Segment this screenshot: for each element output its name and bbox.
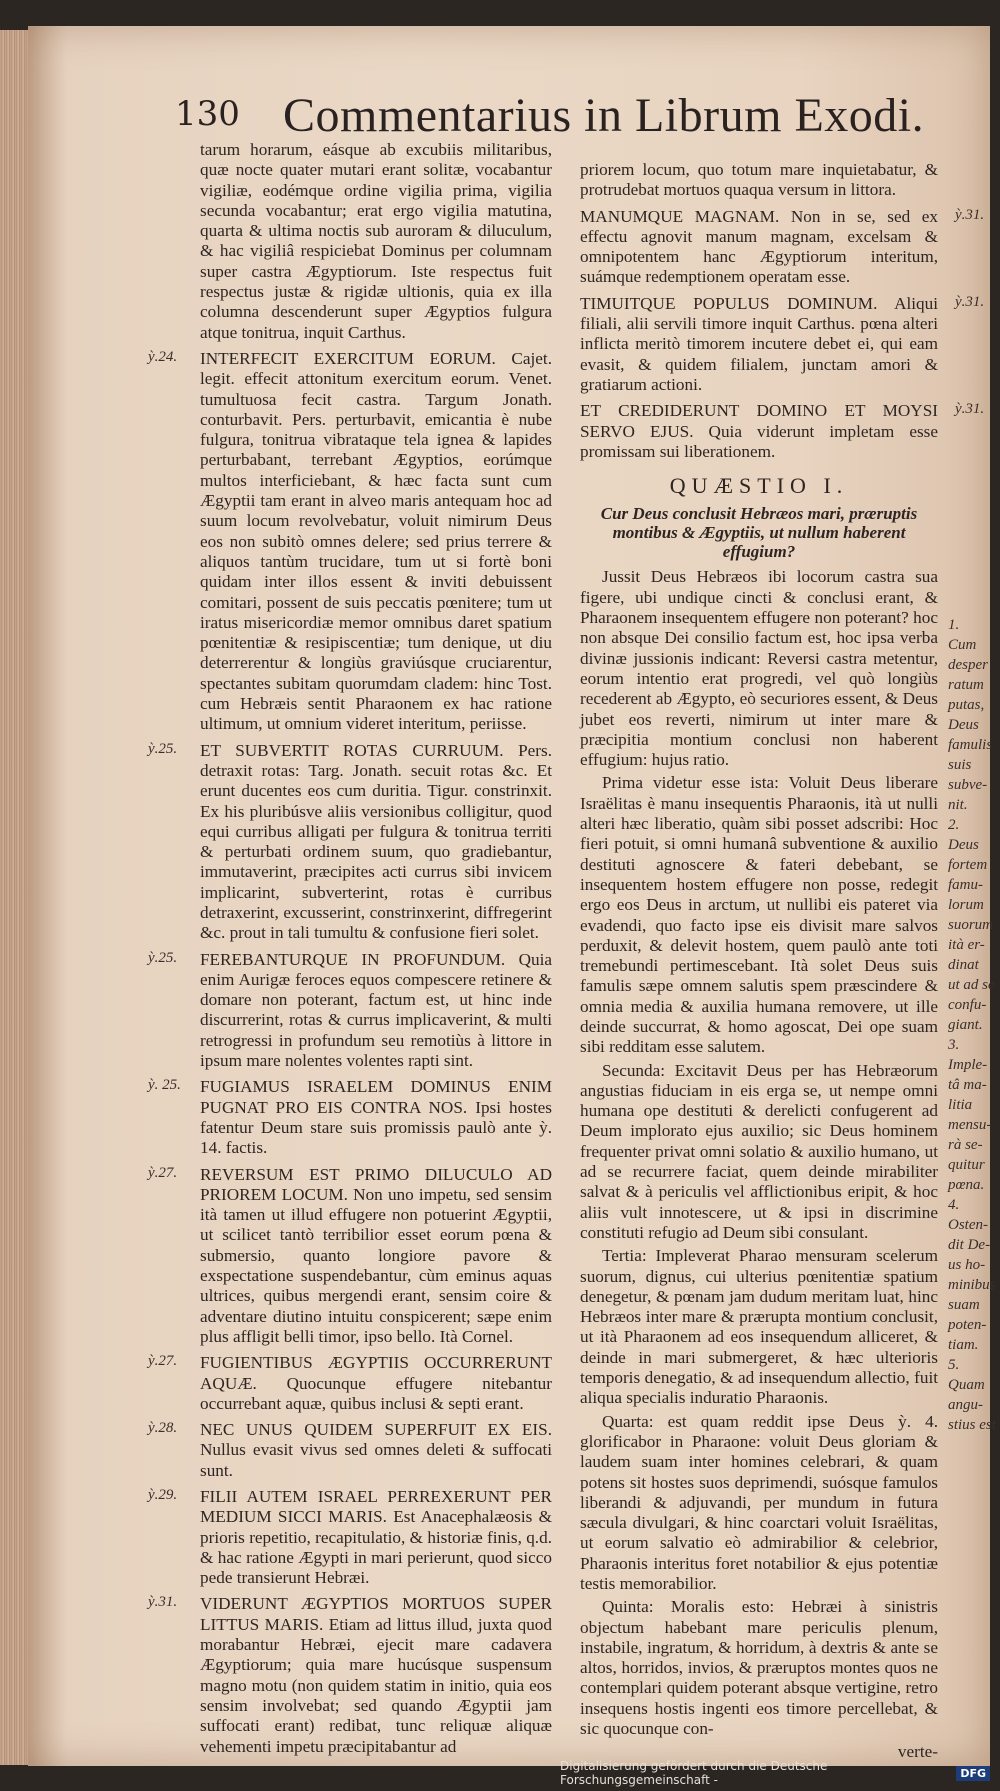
dfg-logo: DFG	[956, 1766, 990, 1781]
margin-note: Quam	[948, 1377, 985, 1393]
text-entry: ET CREDIDERUNT DOMINO ET MOYSI SERVO EJUS. Quia viderunt impletam esse promissam sui liberationem.	[580, 401, 938, 461]
text-entry: FUGIENTIBUS ÆGYPTIIS OCCURRERUNT AQUÆ. Quocunque effugere nitebantur occurrebant aquæ, quibus inclusi & septi erant.	[200, 1353, 552, 1413]
page-number: 130	[175, 94, 240, 134]
margin-note: suorum	[948, 917, 994, 933]
text-entry: REVERSUM EST PRIMO DILUCULO AD PRIOREM LOCUM. Non uno impetu, sed sensim ità tamen ut illud effugere non potuerint Ægyptii, ut scilicet tantò terribilior esset eorum pœna & submersio, quanto longiore pavore & exspectatione suspendebantur, cùm eminus aquas ultrices, quibus mergendi erant, sensim coire & adventare diutino intuitu conspicerent; sæpe enim plus affligit belli timor, ipso bello. Ità Cornel.	[200, 1164, 552, 1346]
question-heading: QUÆSTIO I.	[669, 473, 849, 499]
text-entry: NEC UNUS QUIDEM SUPERFUIT EX EIS. Nullus evasit vivus sed omnes deleti & suffocati sunt.	[200, 1420, 552, 1480]
margin-note: Imple-	[948, 1057, 988, 1073]
margin-note: 5.	[948, 1357, 960, 1373]
verse-marker: ỳ.31.	[955, 401, 985, 418]
verse-marker: ỳ.27.	[148, 1353, 178, 1370]
margin-note: putas,	[948, 697, 985, 713]
margin-note: minibus	[948, 1277, 996, 1293]
verse-marker: ỳ.24.	[148, 348, 178, 365]
verse-marker: ỳ. 25.	[148, 1077, 181, 1094]
margin-note: lorum	[948, 897, 984, 913]
footer-text: Digitalisierung gefördert durch die Deutsche Forschungsgemeinschaft -	[560, 1759, 828, 1787]
left-column	[200, 140, 552, 1763]
verse-marker: ỳ.25.	[148, 949, 178, 966]
text-entry: ET SUBVERTIT ROTAS CURRUUM. Pers. detraxit rotas: Targ. Jonath. secuit rotas &c. Et erunt ducentes eos cum duritia. Tigur. constrinxit. Ex his pluribúsve aliis versionibus colligitur, quod equi curribus alligati per fulgura & tonitrua territi & perturbati ordinem suum, quo gradiebantur, immutaverint, præcipites acti currus sibi invicem implicarint, subverterint, rotas è curribus detraxerint, excusserint, constrinxerint, diffregerint &c. prout in tali tumultu & confusione fieri solet.	[200, 740, 552, 943]
margin-note: 1.	[948, 617, 960, 633]
margin-note: confu-	[948, 997, 987, 1013]
text-entry: FILII AUTEM ISRAEL PERREXERUNT PER MEDIUM SICCI MARIS. Est Anacephalæosis & prioris repetitio, recapitulatio, & historiæ finis, q.d. & hac ratione Ægypti in mari perierunt, quod sicco pede transierunt Hebræi.	[200, 1487, 552, 1588]
margin-note: rà se-	[948, 1137, 983, 1153]
page-edges	[0, 30, 30, 1765]
right-column	[580, 160, 938, 1763]
question-paragraph: Tertia: Impleverat Pharao mensuram scelerum suorum, dignus, cui ulterius pœnitentiæ spatium denegetur, & pœnam jam dudum meritam luat, hinc Hebræos inter mare & prærupta montium conclusit, ut ità Pharaonem ad eos insequendum alliceret, & deinde in mari submergeret, & hæc ulterioris temporis denegatio, & ad insequendum allectio, fuit aliqua specialis induratio Pharaonis.	[580, 1246, 938, 1408]
catchword: verte-	[897, 1742, 938, 1762]
margin-note: stius est	[948, 1417, 996, 1433]
text-entry: TIMUITQUE POPULUS DOMINUM. Aliqui filiali, alii servili timore inquit Carthus. pœna alteri inflicta meritò timorem incutere debet ei, qui eam evasit, & quidem filialem, junctam amori & gratiarum actioni.	[580, 293, 938, 394]
question-paragraphs	[580, 567, 938, 1739]
margin-note: 3.	[948, 1037, 960, 1053]
margin-note: dit De-	[948, 1237, 991, 1253]
footer	[560, 1759, 990, 1787]
margin-note: desper	[948, 657, 988, 673]
verse-marker: ỳ.25.	[148, 740, 178, 757]
text-entry: FEREBANTURQUE IN PROFUNDUM. Quia enim Aurigæ feroces equos compescere retinere & domare non poterant, factum est, ut hinc inde discurrerint, rotas & currus implicaverint, & multi retrogressi in profundum seu remotiùs à littore in ipsum mare nolentes volentes rapti sint.	[200, 949, 552, 1071]
question-paragraph: Prima videtur esse ista: Voluit Deus liberare Israëlitas è manu insequentis Pharaonis, ità ut nulli alteri hæc liberatio, quàm sibi posset adscribi: Hoc fieri potuit, si omni humanâ subventione & auxilio destituti agnoscere & fateri debebant, se insequentem hostem effugere non posse, redegit ergo eos Deus in arctum, ut nullibi eis pateret via evadendi, quo facto ipse eis divisit mare salvos perduxit, & delevit hostem, quem paulò ante toti tremebundi pertimescebant. Ità solet Deus suis famulis sæpe omnem salutis spem præscindere & omnia media & auxilia humana removere, ut ille deinde succurrat, & homo agoscat, Dei ope suam sibi redditam esse salutem.	[580, 773, 938, 1057]
margin-note: 4.	[948, 1197, 960, 1213]
margin-note: angu-	[948, 1397, 983, 1413]
verse-marker: ỳ.31.	[148, 1594, 178, 1611]
right-column-entries	[580, 160, 938, 462]
margin-note: fortem	[948, 857, 988, 873]
margin-notes	[948, 615, 996, 1435]
margin-note: ità er-	[948, 937, 985, 953]
margin-note: quitur	[948, 1157, 985, 1173]
margin-note: subve-	[948, 777, 988, 793]
text-entry: VIDERUNT ÆGYPTIOS MORTUOS SUPER LITTUS MARIS. Etiam ad littus illud, juxta quod morabantur Hebræi, ejecit mare cadavera Ægyptiorum; quia mare hucúsque suspensum magno motu (non quidem statim in initio, quia eos sensim involvebat; sed quando Ægyptii jam suffocati erant) redibat, tunc reliquæ aliquæ vehementi impetu præcipitabantur ad	[200, 1594, 552, 1756]
margin-note: suam	[948, 1297, 980, 1313]
margin-note: Cum	[948, 637, 977, 653]
margin-note: famulis	[948, 737, 993, 753]
verse-marker: ỳ.31.	[955, 293, 985, 310]
question-paragraph: Secunda: Excitavit Deus per has Hebræorum angustias fiduciam in eis erga se, ut nempe omni humana ope destituti & derelicti confugerent ad Deum implorato ejus auxilio; sic Deus hominem frequenter privat omni solatio & auxilio humano, ut ad se recurrere faciat, quem deinde mirabiliter salvat & à periculis vel afflictionibus eripit, & hoc aliis vult innotescere, ut & ipsi in discrimine constituti refugio ad Deum sibi consulant.	[580, 1060, 938, 1242]
margin-note: pœna.	[948, 1177, 985, 1193]
verse-marker: ỳ.31.	[955, 206, 985, 223]
margin-note: Deus	[948, 837, 979, 853]
margin-note: us ho-	[948, 1257, 986, 1273]
margin-note: ratum	[948, 677, 984, 693]
margin-note: 2.	[948, 817, 960, 833]
margin-note: giant.	[948, 1017, 983, 1033]
margin-note: Deus	[948, 717, 979, 733]
question-paragraph: Quinta: Moralis esto: Hebræi à sinistris objectum habebant mare periculis plenum, instabile, ingratum, & horridum, à dextris & ante se altos, horridos, invios, & præruptos montes quos ne contemplari quidem poterant absque vertigine, retro insequens hostis ingenti eos timore percellebat, & sic quocunque con-	[580, 1597, 938, 1739]
verse-marker: ỳ.28.	[148, 1420, 178, 1437]
margin-note: nit.	[948, 797, 968, 813]
margin-note: Osten-	[948, 1217, 988, 1233]
text-entry: priorem locum, quo totum mare inquietabatur, & protrudebat mortuos quaqua versum in littora.	[580, 160, 938, 200]
verse-marker: ỳ.27.	[148, 1164, 178, 1181]
margin-note: tâ ma-	[948, 1077, 987, 1093]
running-title: Commentarius in Librum Exodi.	[283, 89, 925, 142]
margin-note: suis	[948, 757, 972, 773]
page-header	[175, 88, 955, 148]
question-subtitle: Cur Deus conclusit Hebræos mari, præruptis montibus & Ægyptiis, ut nullum haberent effugium?	[600, 504, 918, 562]
margin-note: tiam.	[948, 1337, 979, 1353]
text-entry: FUGIAMUS ISRAELEM DOMINUS ENIM PUGNAT PRO EIS CONTRA NOS. Ipsi hostes fatentur Deum stare suis promissis paulò ante ỳ. 14. factis.	[200, 1077, 552, 1158]
margin-note: mensu-	[948, 1117, 992, 1133]
text-entry: MANUMQUE MAGNAM. Non in se, sed ex effectu agnovit manum magnam, excelsam & omnipotentem hanc Ægyptiorum interitum, suámque redemptionem operatam esse.	[580, 206, 938, 287]
verse-marker: ỳ.29.	[148, 1487, 178, 1503]
margin-note: litia	[948, 1097, 973, 1113]
margin-note: dinat	[948, 957, 979, 973]
question-paragraph: Quarta: est quam reddit ipse Deus ỳ. 4. glorificabor in Pharaone: voluit Deus gloriam & laudem suam inter homines celebrari, & quam potens sit hostes suos deprimendi, suósque famulos liberandi & adjuvandi, per mundum in futura sæcula divulgari, & hinc coarctari voluit Israëlitas, ut eorum salvatio eò admirabilior & celebrior, Pharaonis interitus foret notabilior & ejus potentiæ testis memorabilior.	[580, 1411, 938, 1593]
margin-note: famu-	[948, 877, 983, 893]
margin-note: poten-	[948, 1317, 987, 1333]
question-paragraph: Jussit Deus Hebræos ibi locorum castra sua figere, ubi undique cincti & conclusi erant, & Pharaonem insequentem effugere non poterant? hoc non absque Dei consilio factum est, hoc ipsa verba divinæ jussionis indicant: Reversi castra metentur, eorum intentio erat progredi, vel quò longiùs recederent ab Ægypto, eò securiores essent, & Deus jubet eos reverti, nimirum ut inter mare & præcipitia montium conclusi non haberent effugium: hujus ratio.	[580, 567, 938, 770]
text-entry: tarum horarum, eásque ab excubiis militaribus, quæ nocte quater mutari erant solitæ, vocabantur vigiliæ, eodémque ordine vigilia prima, vigilia secunda vocabantur; erat ergo vigilia matutina, quarta & ultima noctis sub auroram & diluculum, & hac vigiliâ respiciebat Dominus per columnam super castra Ægyptiorum. Iste respectus fuit respectus justæ & rigidæ ultionis, quia ex illa columna descenderunt super Ægyptios fulgura atque tonitrua, inquit Carthus.	[200, 140, 552, 342]
margin-note: ut ad se	[948, 977, 995, 993]
text-entry: INTERFECIT EXERCITUM EORUM. Cajet. legit. effecit attonitum exercitum eorum. Venet. tumultuosa fecit castra. Targum Jonath. conturbavit. Pers. perturbavit, emicantia è nube fulgura, tonitrua vibrataque tela ignea & lapides perturbabant, terrebant Ægyptios, eorúmque multos interficiebant, & hæc facta sunt cum Ægyptii tam erant in alveo maris antequam hoc ad suum locum revolvebatur, voluit nimirum Deus eos non subitò omnes delere; sed prius terrere & aliquos tantùm trucidare, tum ut si fortè boni quidam inter illos essent & inviti debuissent comitari, possent de suis peccatis pœnitere; tum ut iratus misericordiæ memor omnibus daret spatium pœnitentiæ & resipiscentiæ; tum denique, ut diu deterrerentur & longiùs graviúsque cruciarentur, spectantes subitam quorumdam cladem: hinc Tost. cum Hebræis sentit Pharaonem ex hac ratione ultimum, ut omnium videret interitum, periisse.	[200, 348, 552, 734]
